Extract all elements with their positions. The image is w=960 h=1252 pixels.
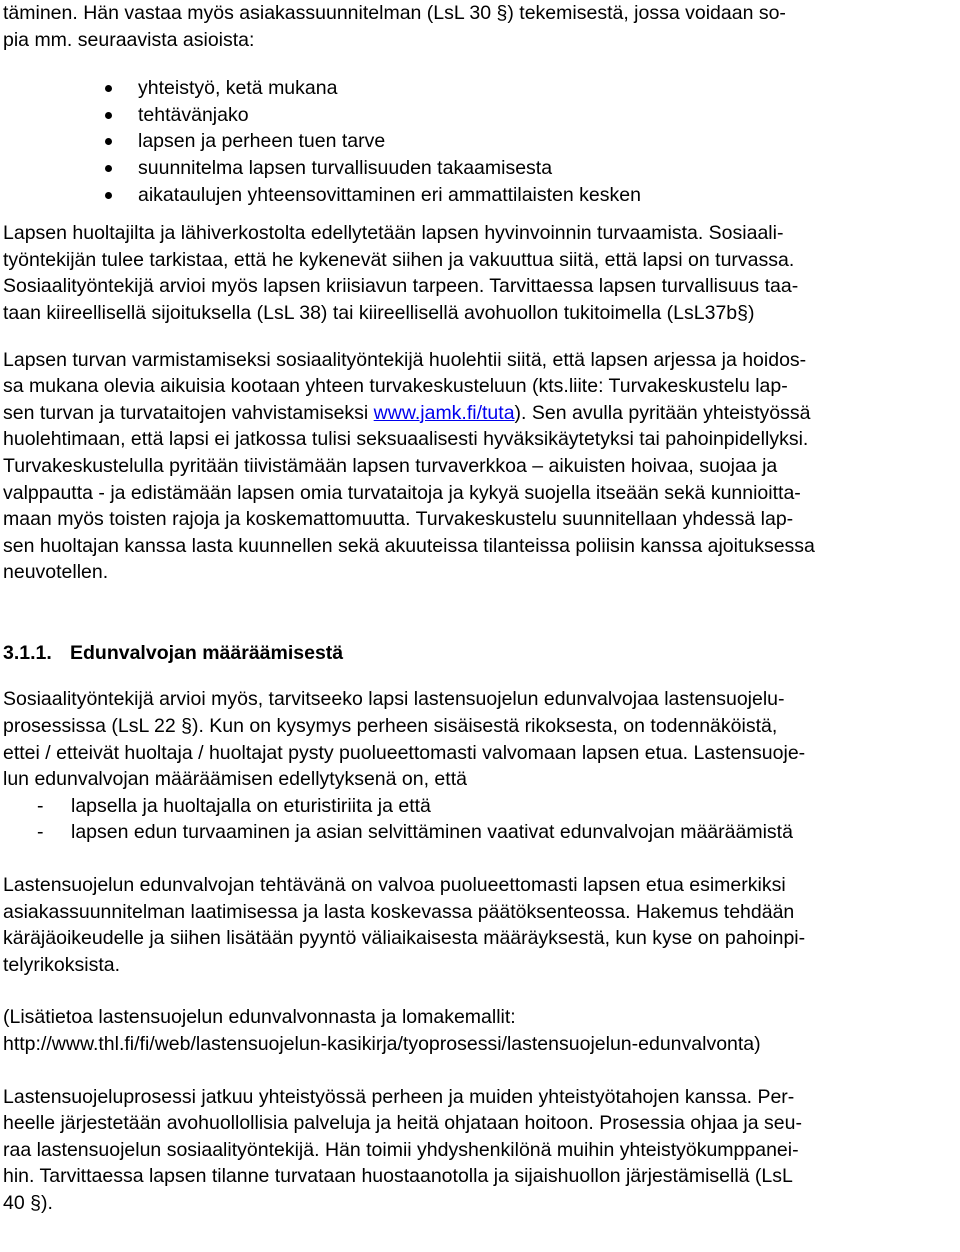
spacer [3,586,957,640]
intro-paragraph [3,0,957,53]
text-line: Sosiaalityöntekijä arvioi myös, tarvitseeko lapsi lastensuojelun edunvalvojaa lastensuojelu- [3,688,785,711]
text-line: Lapsen huoltajilta ja lähiverkostolta edellytetään lapsen hyvinvoinnin turvaamista. Sosiaali- [3,222,784,245]
spacer [3,666,957,686]
list-item [3,819,957,846]
paragraph-guardian-duties [3,872,957,978]
text-line: maan myös toisten rajoja ja koskemattomuutta. Turvakeskustelu suunnitellaan yhdessä lap- [3,508,794,531]
list-item-text: aikataulujen yhteensovittaminen eri ammattilaisten kesken [138,183,641,206]
text-fragment: ). Sen avulla pyritään yhteistyössä [514,401,811,424]
paragraph-process-continues [3,1084,957,1217]
bullet-icon [105,85,112,92]
text-line: Lastensuojeluprosessi jatkuu yhteistyössä perheen ja muiden yhteistyötahojen kanssa. Per- [3,1085,795,1108]
text-line: heelle järjestetään avohuollollisia palveluja ja heitä ohjataan hoitoon. Prosessia ohjaa ja seu- [3,1112,802,1135]
text-line: telyrikoksista. [3,953,121,976]
document-page [3,0,957,1217]
list-item-text: lapsella ja huoltajalla on eturistiriita ja että [71,794,431,817]
text-line: neuvotellen. [3,561,109,584]
bullet-icon [105,165,112,172]
list-item [3,75,957,102]
list-item-text: tehtävänjako [138,103,249,126]
text-line: Lapsen turvan varmistamiseksi sosiaalityöntekijä huolehtii siitä, että lapsen arjessa ja hoidos- [3,348,807,371]
list-item [3,793,957,820]
jamk-link[interactable]: www.jamk.fi/tuta [373,401,515,424]
dash-list [3,793,957,846]
paragraph-more-info [3,1004,957,1057]
spacer [3,978,957,1004]
bullet-icon [105,138,112,145]
text-line: (Lisätietoa lastensuojelun edunvalvonnasta ja lomakemallit: [3,1006,516,1029]
text-line: raa lastensuojelun sosiaalityöntekijä. Hän toimii yhdyshenkilönä muihin yhteistyökumppanei- [3,1138,799,1161]
bullet-list [3,75,957,208]
text-line: sen huoltajan kanssa lasta kuunnellen sekä akuuteissa tilanteissa poliisin kanssa ajoituksessa [3,534,815,557]
text-line: pia mm. seuraavista asioista: [3,28,255,51]
text-line: sa mukana olevia aikuisia kootaan yhteen turvakeskusteluun (kts.liite: Turvakeskustelu lap- [3,375,788,398]
list-item [3,128,957,155]
list-item [3,102,957,129]
list-item-text: yhteistyö, ketä mukana [138,77,338,100]
dash-icon: - [37,821,44,844]
text-line: Sosiaalityöntekijä arvioi myös lapsen kriisiavun tarpeen. Tarvittaessa lapsen turvallisuus taa- [3,275,799,298]
list-item-text: lapsen ja perheen tuen tarve [138,130,386,153]
text-line: taan kiireellisellä sijoituksella (LsL 38) tai kiireellisellä avohuollon tukitoimella (LsL37b§) [3,301,755,324]
spacer [3,846,957,872]
spacer [3,208,957,220]
spacer [3,327,957,347]
text-line: Turvakeskustelulla pyritään tiivistämään lapsen turvaverkkoa – aikuisten hoivaa, suojaa ja [3,454,778,477]
section-title: Edunvalvojan määräämisestä [70,641,344,664]
text-line: ettei / etteivät huoltaja / huoltajat pysty puolueettomasti valvomaan lapsen etua. Lastensuoje- [3,741,806,764]
text-line-with-link [3,400,957,427]
paragraph-guardians [3,220,957,326]
paragraph-guardian-assessment [3,686,957,846]
text-line: asiakassuunnitelman laatimisessa ja lasta koskevassa päätöksenteossa. Hakemus tehdään [3,900,795,923]
spacer [3,53,957,75]
list-item-text: suunnitelma lapsen turvallisuuden takaamisesta [138,156,553,179]
text-line: valppautta - ja edistämään lapsen omia turvataitoja ja kykyä suojella itseään sekä kunnioitta- [3,481,801,504]
text-line: työntekijän tulee tarkistaa, että he kykenevät siihen ja vakuuttua siitä, että lapsi on turvassa. [3,248,795,271]
dash-icon: - [37,794,44,817]
section-heading [3,640,957,667]
text-fragment: sen turvan ja turvataitojen vahvistamiseksi [3,401,374,424]
list-item [3,182,957,209]
text-line: prosessissa (LsL 22 §). Kun on kysymys perheen sisäisestä rikoksesta, on todennäköistä, [3,715,778,738]
paragraph-safety-talk [3,347,957,586]
text-line: käräjäoikeudelle ja siihen lisätään pyyntö väliaikaisesta määräyksestä, kun kyse on pahoinpi- [3,927,806,950]
text-line: täminen. Hän vastaa myös asiakassuunnitelman (LsL 30 §) tekemisestä, jossa voidaan so- [3,2,786,24]
text-line: Lastensuojelun edunvalvojan tehtävänä on valvoa puolueettomasti lapsen etua esimerkiksi [3,874,786,897]
section-number: 3.1.1. [3,641,52,664]
text-line: huolehtimaan, että lapsi ei jatkossa tulisi seksuaalisesti hyväksikäytetyksi tai pahoinpidellyksi. [3,428,809,451]
list-item-text: lapsen edun turvaaminen ja asian selvittäminen vaativat edunvalvojan määräämistä [71,821,793,844]
url-line: http://www.thl.fi/fi/web/lastensuojelun-kasikirja/tyoprosessi/lastensuojelun-edunvalvonta) [3,1033,761,1055]
text-line: 40 §). [3,1191,53,1214]
list-item [3,155,957,182]
bullet-icon [105,192,112,199]
bullet-icon [105,112,112,119]
text-line: lun edunvalvojan määräämisen edellytyksenä on, että [3,768,467,791]
text-line: hin. Tarvittaessa lapsen tilanne turvataan huostaanotolla ja sijaishuollon järjestämisellä (LsL [3,1165,793,1188]
spacer [3,1058,957,1084]
